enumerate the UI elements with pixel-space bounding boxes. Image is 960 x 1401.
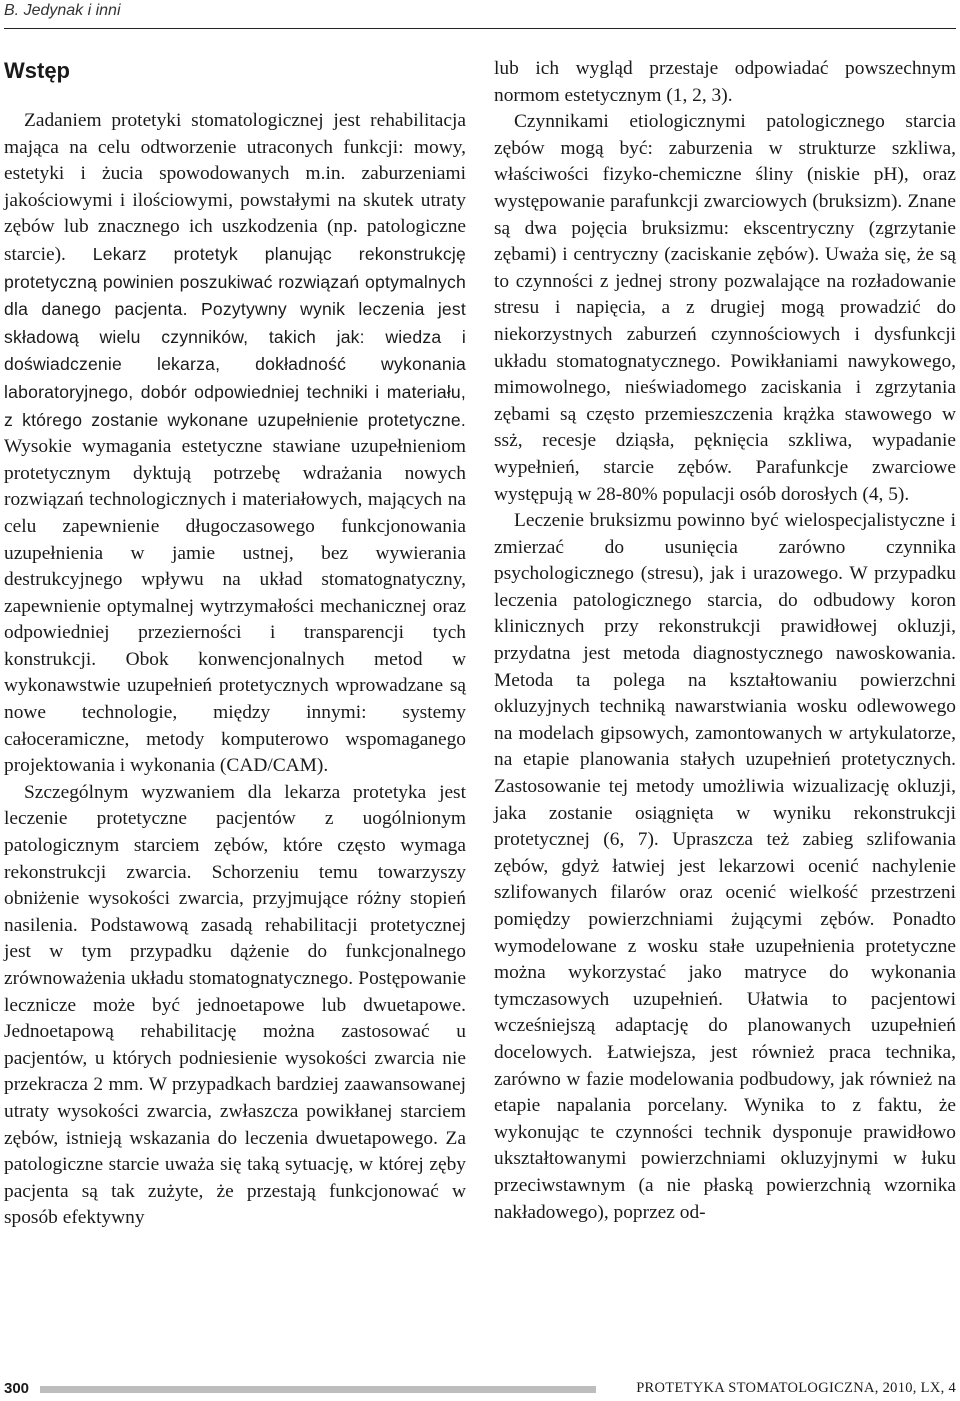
page-number: 300 [4, 1380, 30, 1397]
paragraph-intro [4, 108, 466, 780]
journal-citation: PROTETYKA STOMATOLOGICZNA, 2010, LX, 4 [636, 1380, 956, 1396]
running-head: B. Jedynak i inni [4, 2, 121, 19]
right-column [494, 56, 956, 1226]
paragraph-continuation: lub ich wygląd przestaje odpowiadać powszechnym normom estetycznym (1, 2, 3). [494, 58, 956, 106]
paragraph-challenge: Szczególnym wyzwaniem dla lekarza protetyka jest leczenie protetyczne pacjentów z uogólnionym patologicznym starciem zębów, które często wymaga rekonstrukcji zwarcia. Schorzeniu temu towarzyszy obniżenie wysokości zwarcia, przyjmujące różny stopień nasilenia. Podstawową zasadą rehabilitacji protetycznej jest w tym przypadku dążenie do funkcjonalnego zrównoważenia układu stomatognatycznego. Postępowanie lecznicze może być jednoetapowe lub dwuetapowe. Jednoetapową rehabilitację można zastosować u pacjentów, u których podniesienie wysokości zwarcia nie przekracza 2 mm. W przypadkach bardziej zaawansowanej utraty wysokości zwarcia, zwłaszcza powikłanej starciem zębów, istnieją wskazania do leczenia dwuetapowego. Za patologiczne starcie uważa się taką sytuację, w której zęby pacjenta są tak zużyte, że przestają funkcjonować w sposób efektywny [4, 781, 466, 1229]
paragraph-intro-part-a: Zadaniem protetyki stomatologicznej jest rehabilitacja mająca na celu odtworzenie utraconych funkcji: mowy, estetyki i żucia spowodowanych m.in. zaburzeniami jakościowymi i ilościowymi, powstałymi na skutek utraty zębów lub znacznego ich uszkodzenia (np. patologiczne starcie). [4, 110, 466, 265]
section-title: Wstęp [4, 58, 70, 83]
paragraph-etiology: Czynnikami etiologicznymi patologicznego starcia zębów mogą być: zaburzenia w strukturze szkliwa, właściwości fizyko-chemiczne śliny (niskie pH), oraz występowanie parafunkcji zwarciowych (bruksizm). Znane są dwa pojęcia bruksizmu: ekscentryczny (zgrzytanie zębami) i centryczny (zaciskanie zębów). Uważa się, że są to czynności z jednej strony pozwalające na rozładowanie stresu i napięcia, a z drugiej mogą prowadzić do niekorzystnych zaburzeń czynnościowych i dysfunkcji układu stomatognatycznego. Powikłaniami nawykowego, mimowolnego, nieświadomego zaciskania i zgrzytania zębami są często przemieszczenia krążka stawowego w ssż, recesje dziąsła, pęknięcia szkliwa, wypadanie wypełnień, starcie zębów. Parafunkcje zwarciowe występują w 28-80% populacji osób dorosłych (4, 5). [494, 111, 956, 505]
paragraph-intro-part-b: Lekarz protetyk planując rekonstrukcję protetyczną powinien poszukiwać rozwiązań optymalnych dla danego pacjenta. Pozytywny wynik leczenia jest składową wielu czynników, takich jak: wiedza i doświadczenie lekarza, dokładność wykonania laboratoryjnego, dobór odpowiedniej techniki i materiału, z którego zostanie wykonane uzupełnienie protetyczne. [4, 243, 466, 430]
paragraph-intro-part-c: Wysokie wymagania estetyczne stawiane uzupełnieniom protetycznym dyktują potrzebę wdrażania nowych rozwiązań technologicznych i materiałowych, mających na celu zapewnienie długoczasowego funkcjonowania uzupełnienia w jamie ustnej, bez wywierania destrukcyjnego wpływu na układ stomatognatyczny, zapewnienie optymalnej wytrzymałości mechanicznej oraz odpowiedniej przezierności i transparencji tych konstrukcji. Obok konwencjonalnych metod w wykonawstwie uzupełnień protetycznych wprowadzane są nowe technologie, między innymi: systemy całoceramiczne, metody komputerowo wspomaganego projektowania i wykonania (CAD/CAM). [4, 436, 466, 777]
footer-bar [40, 1386, 596, 1393]
paragraph-treatment: Leczenie bruksizmu powinno być wielospecjalistyczne i zmierzać do usunięcia zarówno czynnika psychologicznego (stresu), jak i urazowego. W przypadku leczenia patologicznego starcia, do odbudowy koron klinicznych przy rekonstrukcji prawidłowej okluzji, przydatna jest metoda diagnostycznego nawoskowania. Metoda ta polega na kształtowaniu powierzchni okluzyjnych techniką nawarstwiania wosku odlewowego na modelach gipsowych, zamontowanych w artykulatorze, na etapie planowania stałych uzupełnień protetycznych. Zastosowanie tej metody umożliwia wizualizację okluzji, jaka zostanie osiągnięta w wyniku rekonstrukcji protetycznej (6, 7). Upraszcza też zabieg szlifowania zębów, gdyż łatwiej jest lekarzowi ocenić nachylenie szlifowanych filarów oraz ocenić wielkość przestrzeni pomiędzy powierzchniami żującymi zębów. Ponadto wymodelowane z wosku stałe uzupełnienia protetyczne można wykorzystać jako matryce do wykonania tymczasowych uzupełnień. Ułatwia to pacjentowi wcześniejszą adaptację do planowanych uzupełnień docelowych. Łatwiejsza, jest również praca technika, zarówno w fazie modelowania podbudowy, jak również na etapie napalania porcelany. Wynika to z faktu, że wykonując te czynności technik dysponuje prawidłowo ukształtowanymi powierzchniami okluzyjnymi w łuku przeciwstawnym (a nie płaską powierzchnią wzornika nakładowego), poprzez od- [494, 510, 956, 1223]
left-column [4, 56, 466, 1232]
header-rule [4, 28, 956, 29]
page-footer [4, 1380, 956, 1398]
